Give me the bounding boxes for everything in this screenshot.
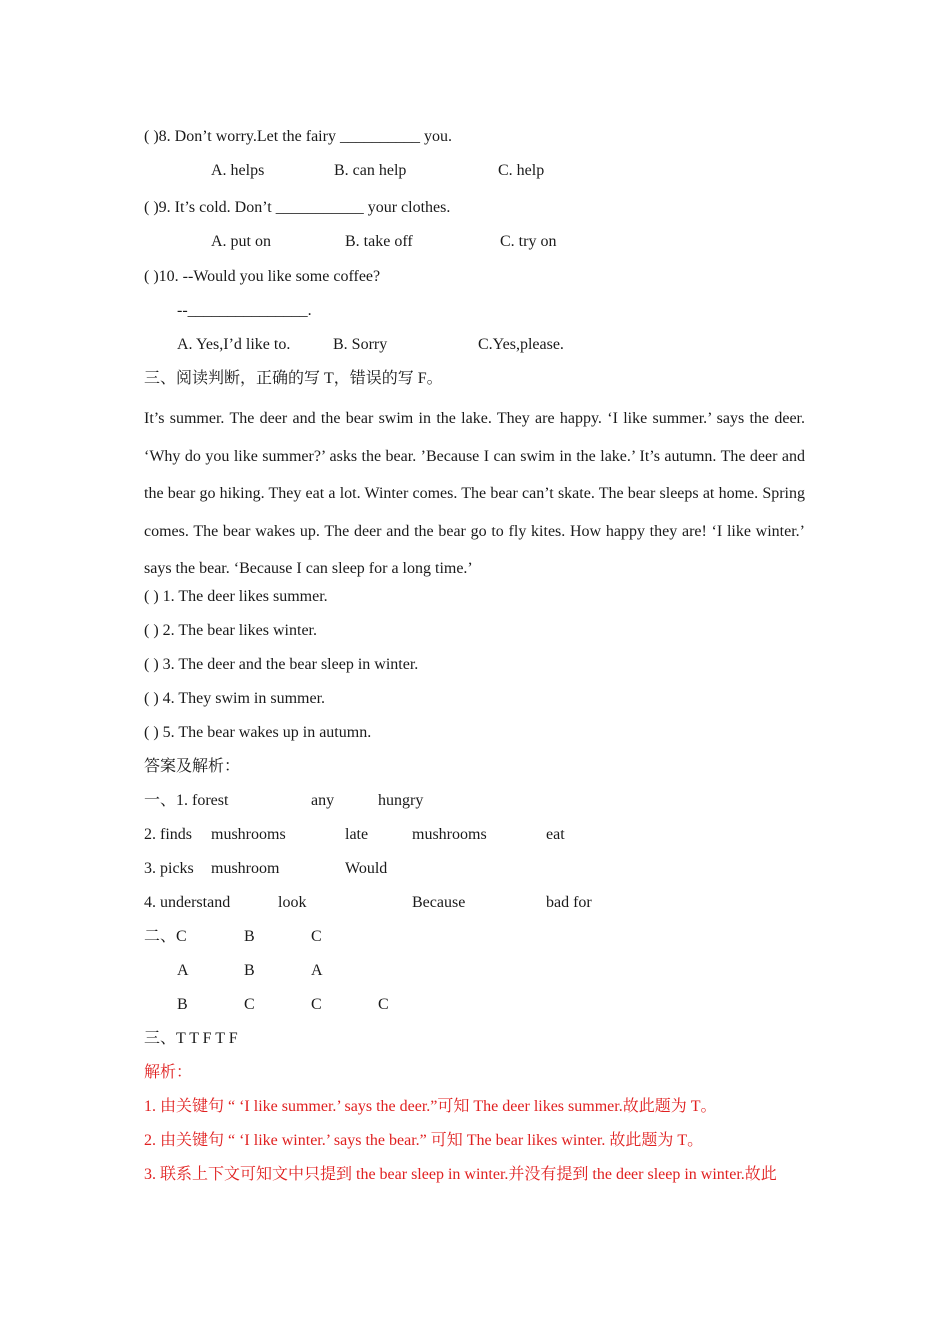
answer-cell: B [177, 996, 188, 1013]
judgement-item-3: ( ) 3. The deer and the bear sleep in winter. [144, 656, 419, 673]
answer-cell: 一、1. forest [144, 792, 229, 809]
answer-cell: C [378, 996, 389, 1013]
answer-cell: 二、C [144, 928, 187, 945]
question-10-stem: ( )10. --Would you like some coffee? [144, 268, 381, 285]
question-10-blank: --_______________. [177, 302, 312, 319]
analysis-line-1: 1. 由关键句 “ ‘I like summer.’ says the deer.”可知 The deer likes summer.故此题为 T。 [144, 1098, 717, 1115]
question-9-stem: ( )9. It’s cold. Don’t ___________ your clothes. [144, 199, 451, 216]
answer-cell: C [311, 928, 322, 945]
question-10-option-a: A. Yes,I’d like to. [177, 336, 291, 353]
judgement-item-4: ( ) 4. They swim in summer. [144, 690, 326, 707]
answer-cell: A [311, 962, 323, 979]
question-9-option-b: B. take off [345, 233, 413, 250]
question-10-option-b: B. Sorry [333, 336, 388, 353]
answer-cell: late [345, 826, 369, 843]
answer-cell: look [278, 894, 307, 911]
question-10-option-c: C.Yes,please. [478, 336, 564, 353]
question-8-option-c: C. help [498, 162, 545, 179]
answer-cell: C [244, 996, 255, 1013]
judgement-item-2: ( ) 2. The bear likes winter. [144, 622, 317, 639]
answer-cell: B [244, 962, 255, 979]
answer-cell: A [177, 962, 189, 979]
answer-cell: C [311, 996, 322, 1013]
answer-cell: hungry [378, 792, 424, 809]
answers-heading: 答案及解析： [144, 758, 241, 775]
answer-cell: B [244, 928, 255, 945]
answer-cell: Because [412, 894, 466, 911]
question-9-option-a: A. put on [211, 233, 271, 250]
question-8-option-a: A. helps [211, 162, 265, 179]
section-3-heading: 三、阅读判断，正确的写 T，错误的写 F。 [144, 370, 443, 387]
judgement-item-5: ( ) 5. The bear wakes up in autumn. [144, 724, 372, 741]
answer-cell: bad for [546, 894, 592, 911]
answer-cell: 2. finds [144, 826, 192, 843]
analysis-heading: 解析： [144, 1064, 193, 1081]
reading-passage: It’s summer. The deer and the bear swim in the lake. They are happy. ‘I like summer.’ says the deer. ‘Why do you like summer?’ asks the bear. ’Because I can swim in the lake.’ It’s autumn. The deer and the bear go hiking. They eat a lot. Winter comes. The bear can’t skate. The bear sleeps at home. Spring comes. The bear wakes up. The deer and the bear go to fly kites. How happy they are! ‘I like winter.’ says the bear. ‘Because I can sleep for a long time.’ [144, 410, 805, 577]
answer-cell: mushrooms [412, 826, 487, 843]
analysis-line-3: 3. 联系上下文可知文中只提到 the bear sleep in winter.并没有提到 the deer sleep in winter.故此 [144, 1166, 777, 1183]
question-8-stem: ( )8. Don’t worry.Let the fairy __________ you. [144, 128, 452, 145]
judgement-item-1: ( ) 1. The deer likes summer. [144, 588, 328, 605]
answer-cell: Would [345, 860, 388, 877]
answer-cell: eat [546, 826, 565, 843]
answer-cell: mushroom [211, 860, 280, 877]
question-8-option-b: B. can help [334, 162, 407, 179]
answer-cell: mushrooms [211, 826, 286, 843]
answer-cell: any [311, 792, 335, 809]
analysis-line-2: 2. 由关键句 “ ‘I like winter.’ says the bear.” 可知 The bear likes winter. 故此题为 T。 [144, 1132, 704, 1149]
answer-cell: 4. understand [144, 894, 231, 911]
question-9-option-c: C. try on [500, 233, 557, 250]
answer-cell: 3. picks [144, 860, 194, 877]
answer-part-3: 三、T T F T F [144, 1030, 238, 1047]
